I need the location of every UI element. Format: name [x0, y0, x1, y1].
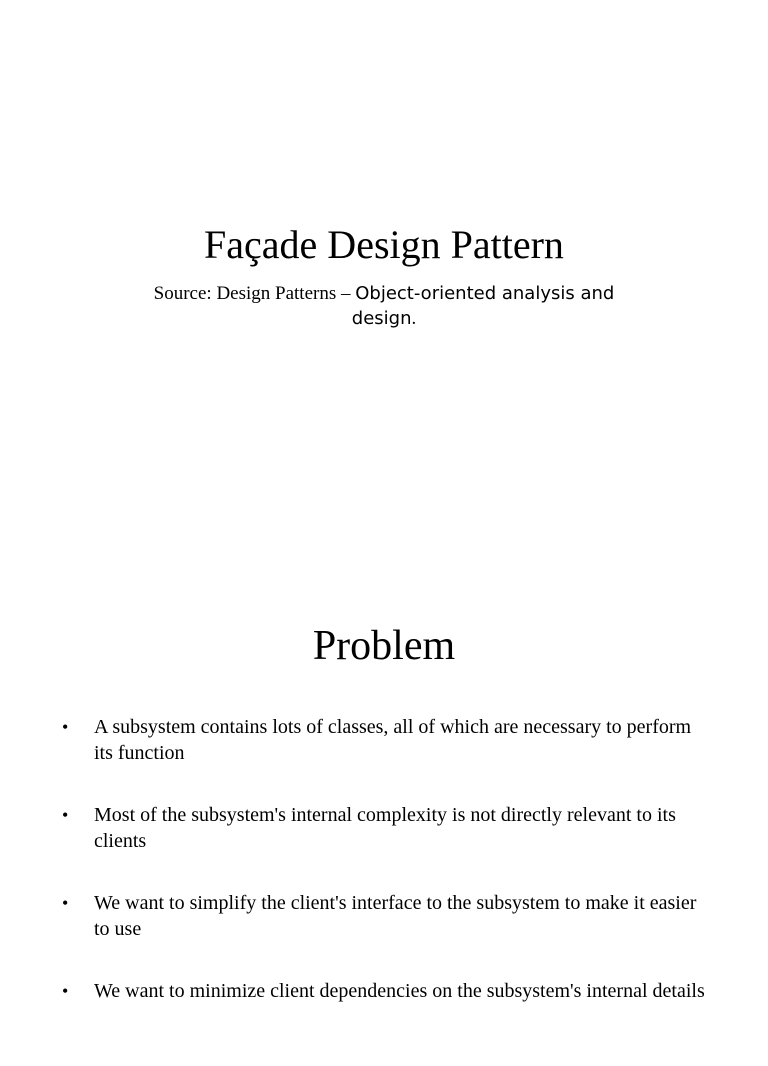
problem-slide: [0, 512, 768, 1024]
bullet-icon: •: [62, 893, 69, 913]
list-item: [62, 890, 712, 978]
bullet-icon: •: [62, 805, 69, 825]
subtitle-book-title: Object-oriented analysis and design: [351, 283, 615, 329]
title-slide: [0, 0, 768, 512]
list-item: [62, 802, 712, 890]
bullet-icon: •: [62, 981, 69, 1001]
subtitle-period: .: [411, 308, 417, 329]
list-item: [62, 978, 712, 1066]
slide-subtitle: [120, 281, 648, 331]
problem-heading: Problem: [312, 623, 456, 669]
slide-title: Façade Design Pattern: [204, 222, 564, 267]
subtitle-source: Source: Design Patterns –: [153, 283, 356, 304]
list-item: [62, 714, 712, 802]
bullet-text: A subsystem contains lots of classes, all of which are necessary to perform its function: [94, 716, 692, 764]
problem-bullet-list: [62, 714, 712, 1066]
bullet-text: We want to minimize client dependencies on the subsystem's internal details: [94, 980, 705, 1002]
bullet-icon: •: [62, 717, 69, 737]
bullet-text: We want to simplify the client's interface to the subsystem to make it easier to use: [94, 892, 697, 940]
bullet-text: Most of the subsystem's internal complexity is not directly relevant to its clients: [94, 804, 676, 852]
